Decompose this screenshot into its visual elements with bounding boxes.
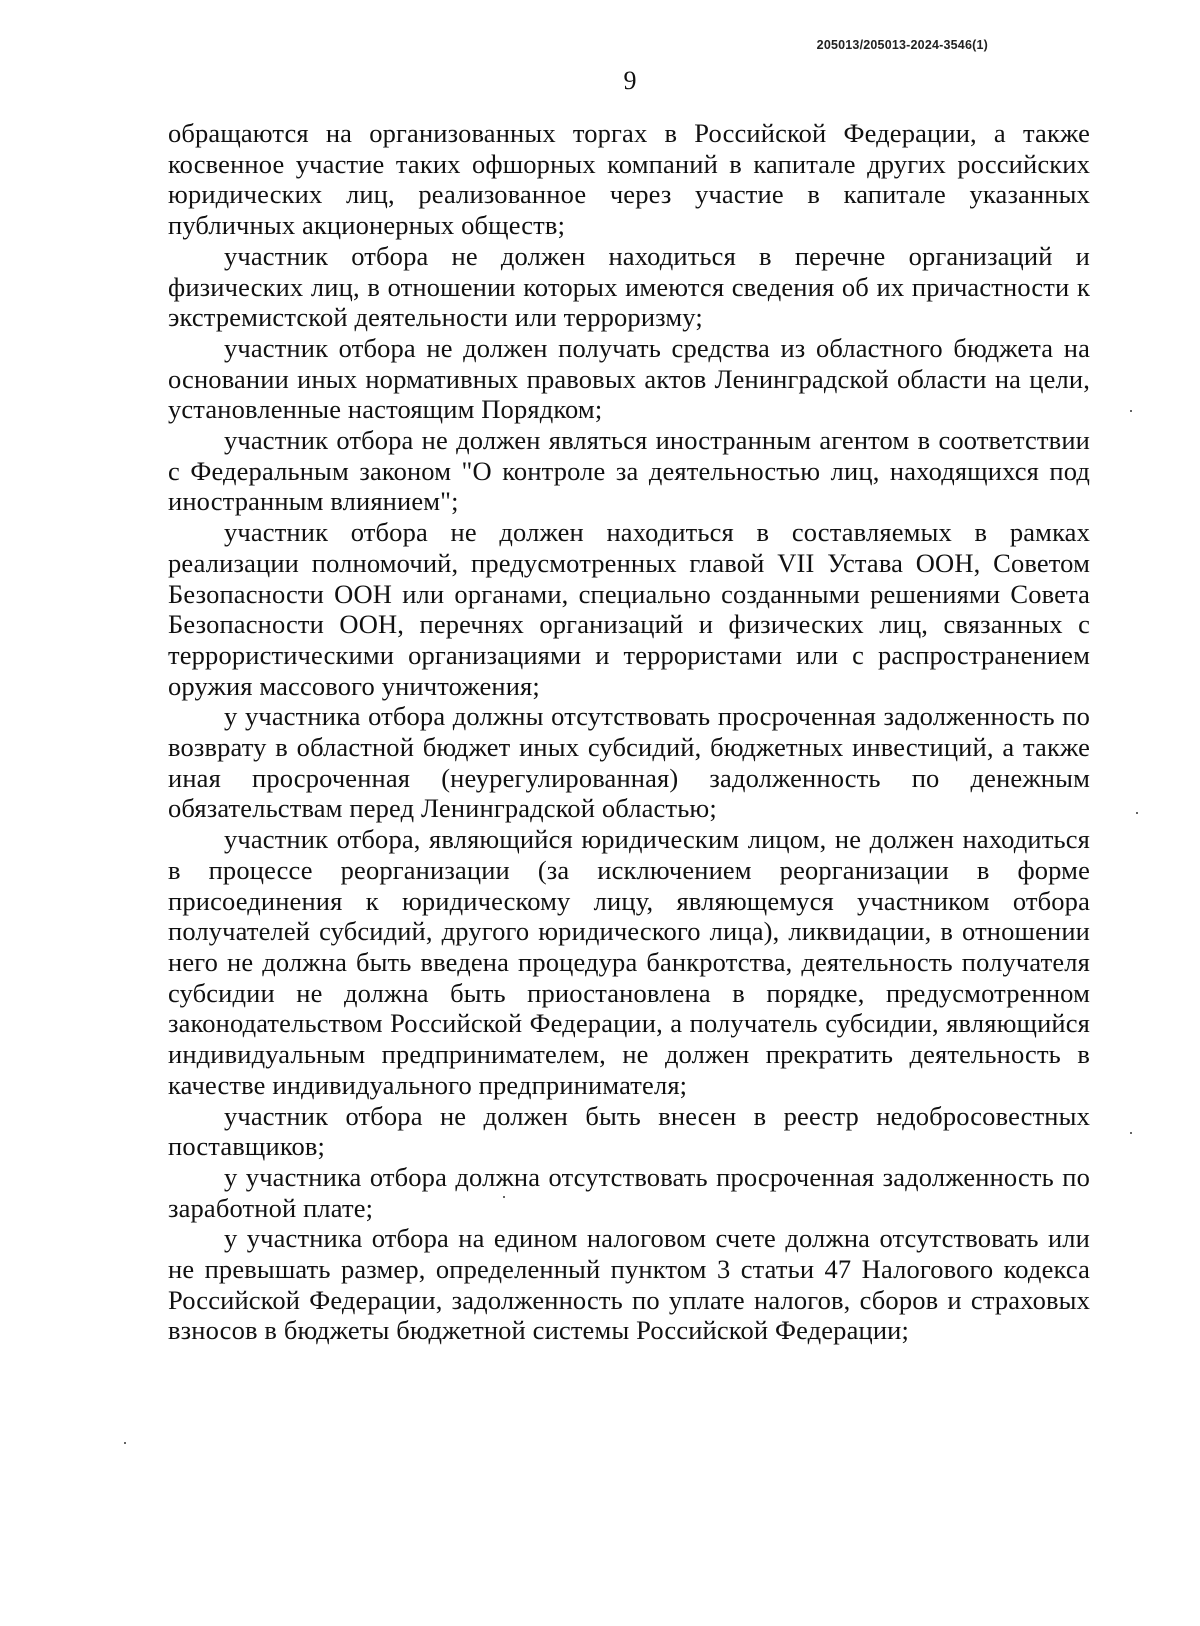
paragraph-un-sanctions: участник отбора не должен находиться в составляемых в рамках реализации полномочий, предусмотренных главой VII Устава ООН, Советом Безопасности ООН или органами, специально созданными решениями Совета Безопасности ООН, перечнях организаций и физических лиц, связанных с террористическими организациями и террористами или с распространением оружия массового уничтожения; <box>168 517 1090 701</box>
paragraph-foreign-agent: участник отбора не должен являться иностранным агентом в соответствии с Федеральным законом "О контроле за деятельностью лиц, находящихся под иностранным влиянием"; <box>168 425 1090 517</box>
paragraph-tax-debt: у участника отбора на едином налоговом счете должна отсутствовать или не превышать размер, определенный пунктом 3 статьи 47 Налогового кодекса Российской Федерации, задолженность по уплате налогов, сборов и страховых взносов в бюджеты бюджетной системы Российской Федерации; <box>168 1223 1090 1346</box>
paragraph-supplier-registry: участник отбора не должен быть внесен в реестр недобросовестных поставщиков; <box>168 1100 1090 1162</box>
paragraph-regional-budget: участник отбора не должен получать средства из областного бюджета на основании иных нормативных правовых актов Ленинградской области на цели, установленные настоящим Порядком; <box>168 332 1090 425</box>
paragraph-extremism-list: участник отбора не должен находиться в перечне организаций и физических лиц, в отношении которых имеются сведения об их причастности к экстремистской деятельности или терроризму; <box>168 240 1090 333</box>
page-number: 9 <box>623 66 637 95</box>
paragraph-overdue-debt: у участника отбора должны отсутствовать просроченная задолженность по возврату в областной бюджет иных субсидий, бюджетных инвестиций, а также иная просроченная (неурегулированная) задолженность по денежным обязательствам перед Ленинградской областью; <box>168 701 1090 824</box>
paragraph-reorganization: участник отбора, являющийся юридическим лицом, не должен находиться в процессе реорганизации (за исключением реорганизации в форме присоединения к юридическому лицу, являющемуся участником отбора получателей субсидий, другого юридического лица), ликвидации, в отношении него не должна быть введена процедура банкротства, деятельность получателя субсидии не должна быть приостановлена в порядке, предусмотренном законодательством Российской Федерации, а получатель субсидии, являющийся индивидуальным предпринимателем, не должен прекратить деятельность в качестве индивидуального предпринимателя; <box>168 824 1090 1100</box>
document-body <box>168 118 1090 1346</box>
paragraph-salary-debt: у участника отбора должна отсутствовать просроченная задолженность по заработной плате; <box>168 1161 1090 1223</box>
scan-speck <box>503 1196 505 1198</box>
scan-speck <box>1136 812 1138 814</box>
document-id: 205013/205013-2024-3546(1) <box>816 38 988 52</box>
scan-speck <box>124 1442 126 1444</box>
paragraph-continuation: обращаются на организованных торгах в Российской Федерации, а также косвенное участие таких офшорных компаний в капитале других российских юридических лиц, реализованное через участие в капитале указанных публичных акционерных обществ; <box>168 118 1090 241</box>
scan-speck <box>1130 410 1132 412</box>
scan-speck <box>1130 1132 1132 1134</box>
